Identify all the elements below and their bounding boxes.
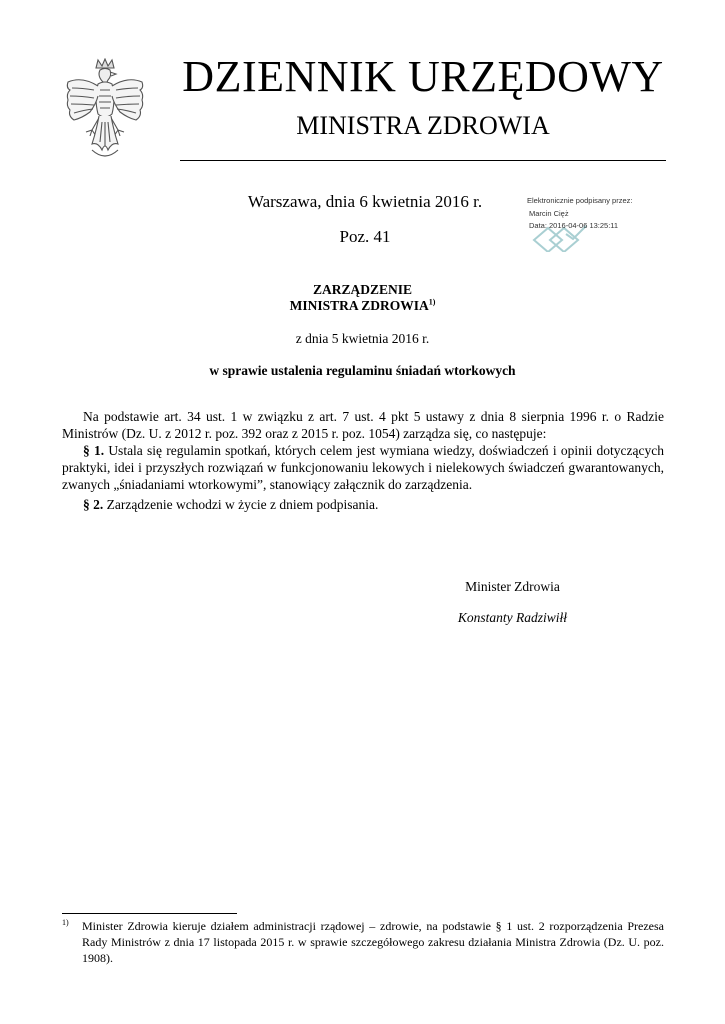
- signatory-office: Minister Zdrowia: [465, 579, 560, 594]
- footnote-divider: [62, 913, 237, 914]
- section-2-text: Zarządzenie wchodzi w życie z dniem podpisania.: [106, 497, 379, 512]
- legal-basis-paragraph: Na podstawie art. 34 ust. 1 w związku z art. 7 ust. 4 pkt 5 ustawy z dnia 8 sierpnia 1996 r. o Radzie Ministrów (Dz. U. z 2012 r. poz. 392 oraz z 2015 r. poz. 1054) zarządza się, co następuje:: [62, 409, 664, 441]
- signature-date: Data: 2016-04-06 13:25:11: [529, 221, 619, 230]
- footnote-text: Minister Zdrowia kieruje działem administracji rządowej – zdrowie, na podstawie § 1 ust. 2 rozporządzenia Prezesa Rady Ministrów z dnia 17 listopada 2015 r. w sprawie szczegółowego zakresu działania Ministra Zdrowia (Dz. U. poz. 1908).: [82, 919, 664, 965]
- act-issuer: [200, 297, 525, 314]
- footnote-mark: 1): [62, 918, 69, 927]
- section-1-text: Ustala się regulamin spotkań, których celem jest wymiana wiedzy, doświadczeń i opinii dotyczących praktyki, idei i przyszłych rozwiązań w funkcjonowaniu lekowych i nielekowych świadczeń gwarantowanych, zwanych „śniadaniami wtorkowymi”, stanowiący załącznik do zarządzenia.: [62, 443, 665, 492]
- signatory-name: Konstanty Radziwiłł: [457, 610, 568, 625]
- section-2-paragraph: [62, 496, 664, 513]
- section-2-label: § 2.: [83, 497, 104, 512]
- section-1-paragraph: [62, 442, 664, 493]
- act-subject: w sprawie ustalenia regulaminu śniadań wtorkowych: [209, 363, 516, 378]
- act-issuer-text: MINISTRA ZDROWIA: [289, 298, 429, 313]
- place-date: Warszawa, dnia 6 kwietnia 2016 r.: [247, 192, 483, 211]
- footnote-reference: 1): [428, 297, 436, 307]
- journal-subtitle: MINISTRA ZDROWIA: [296, 111, 550, 140]
- signature-signer: Marcin Cięż: [529, 209, 569, 218]
- position-number: Poz. 41: [339, 227, 391, 246]
- journal-title: DZIENNIK URZĘDOWY: [182, 52, 664, 101]
- act-type: ZARZĄDZENIE: [312, 282, 413, 297]
- header-divider: [180, 160, 666, 161]
- signature-label: Elektronicznie podpisany przez:: [527, 196, 633, 205]
- act-date: z dnia 5 kwietnia 2016 r.: [295, 331, 430, 346]
- section-1-label: § 1.: [83, 443, 105, 458]
- electronic-signature-box: [526, 196, 656, 252]
- white-eagle-emblem-icon: [62, 58, 148, 166]
